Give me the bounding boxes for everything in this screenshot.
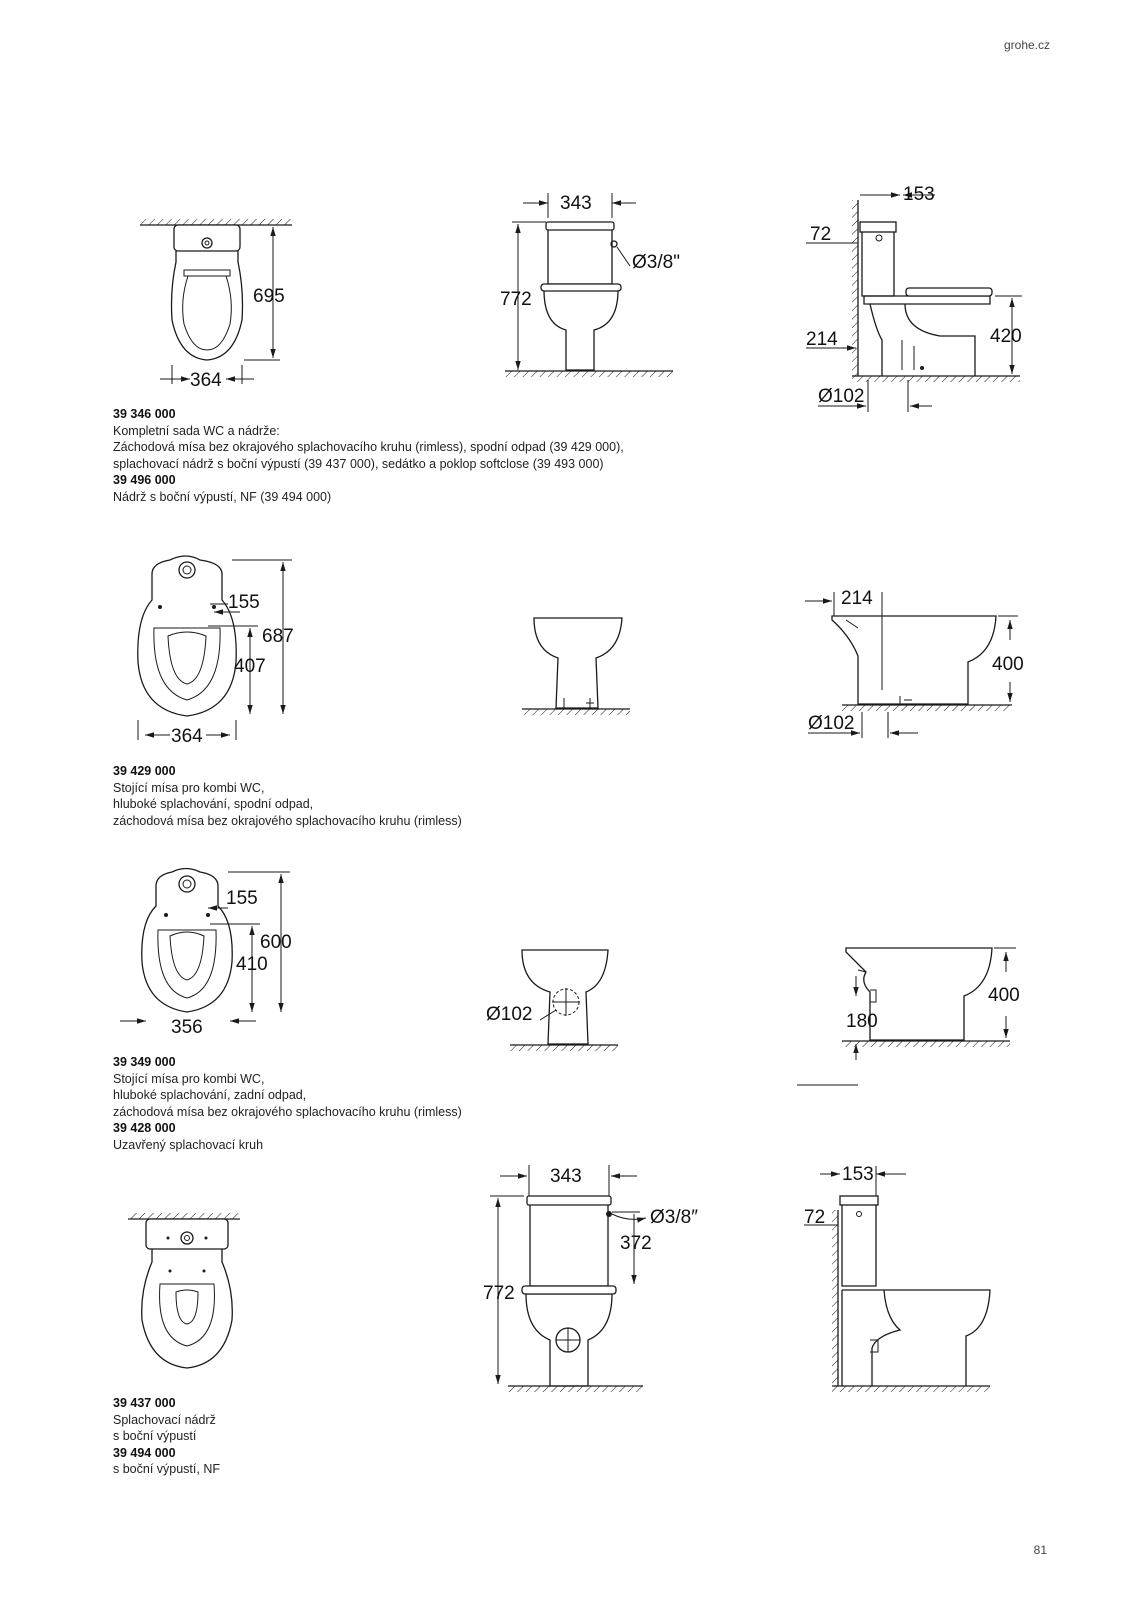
dim-410: 410 (236, 954, 268, 975)
product-code: 39 349 000 (113, 1055, 176, 1069)
drawing-3-side-view (797, 948, 1020, 1085)
dim-drain-102-b: Ø102 (808, 713, 855, 734)
description-line: záchodová mísa bez okrajového splachovacího kruhu (rimless) (113, 1104, 462, 1119)
description-line: Kompletní sada WC a nádrže: (113, 423, 280, 438)
drawing-1-top-view (140, 219, 292, 391)
page-number: 81 (1033, 1543, 1047, 1557)
dim-72-b: 72 (804, 1207, 826, 1228)
dim-364: 364 (190, 370, 222, 391)
description-line: Záchodová mísa bez okrajového splachovacího kruhu (rimless), spodní odpad (39 429 000), (113, 440, 624, 454)
description-line: Nádrž s boční výpustí, NF (39 494 000) (113, 489, 332, 504)
dim-drain-102: Ø102 (818, 386, 865, 407)
drawing-1-side-view (806, 184, 1022, 412)
product-code: 39 437 000 (113, 1396, 176, 1410)
product-description-1 (113, 406, 713, 505)
dim-687: 687 (262, 626, 294, 647)
product-code: 39 494 000 (113, 1445, 176, 1460)
dim-155: 155 (228, 592, 260, 613)
description-line: Stojící mísa pro kombi WC, (113, 780, 265, 795)
site-url: grohe.cz (1003, 38, 1050, 52)
dim-420: 420 (990, 326, 1022, 347)
product-description-4 (113, 1395, 713, 1478)
dim-600: 600 (260, 932, 292, 953)
description-line: Uzavřený splachovací kruh (113, 1137, 264, 1152)
product-code: 39 428 000 (113, 1121, 176, 1135)
dim-372: 372 (620, 1233, 652, 1254)
dim-772-b: 772 (483, 1283, 515, 1304)
description-line: Stojící mísa pro kombi WC, (113, 1071, 265, 1086)
dim-343-b: 343 (550, 1166, 582, 1187)
dim-153: 153 (903, 184, 935, 205)
dim-72: 72 (810, 224, 832, 245)
drawing-4-front-view (483, 1165, 698, 1392)
dim-drain-102-c: Ø102 (486, 1004, 533, 1025)
dim-400: 400 (992, 654, 1024, 675)
dim-155-c: 155 (226, 888, 258, 909)
dim-inlet-3-8-b: Ø3/8″ (650, 1207, 698, 1228)
dim-356: 356 (171, 1017, 203, 1038)
product-description-3 (113, 1054, 713, 1153)
dim-400-c: 400 (988, 985, 1020, 1006)
description-line: Splachovací nádrž (113, 1412, 216, 1427)
description-line: splachovací nádrž s boční výpustí (39 437 000), sedátko a poklop softclose (39 493 000) (113, 456, 604, 471)
drawing-3-top-view (120, 869, 292, 1039)
dim-772: 772 (500, 289, 532, 310)
drawing-1-front-view (500, 193, 680, 377)
drawing-3-front-view (486, 950, 618, 1051)
dim-214: 214 (806, 329, 838, 350)
dim-180: 180 (846, 1011, 878, 1032)
drawing-2-top-view (138, 556, 294, 747)
drawing-4-side-view (804, 1164, 990, 1392)
description-line: hluboké splachování, zadní odpad, (113, 1088, 307, 1102)
dim-153-b: 153 (842, 1164, 874, 1185)
dim-343: 343 (560, 193, 592, 214)
product-code: 39 496 000 (113, 473, 176, 487)
product-code: 39 429 000 (113, 764, 176, 778)
drawing-2-front-view (522, 618, 630, 715)
description-line: s boční výpustí (113, 1429, 197, 1443)
drawing-2-side-view (805, 588, 1024, 738)
dim-364-b: 364 (171, 726, 203, 747)
dim-214-b: 214 (841, 588, 873, 609)
description-line: hluboké splachování, spodní odpad, (113, 797, 314, 811)
dim-695: 695 (253, 286, 285, 307)
product-code: 39 346 000 (113, 407, 176, 421)
description-line: záchodová mísa bez okrajového splachovacího kruhu (rimless) (113, 813, 462, 828)
dim-407: 407 (234, 656, 266, 677)
product-description-2 (113, 763, 713, 829)
drawing-4-top-view (128, 1213, 240, 1368)
dim-inlet-3-8: Ø3/8" (632, 252, 680, 273)
description-line: s boční výpustí, NF (113, 1462, 220, 1476)
